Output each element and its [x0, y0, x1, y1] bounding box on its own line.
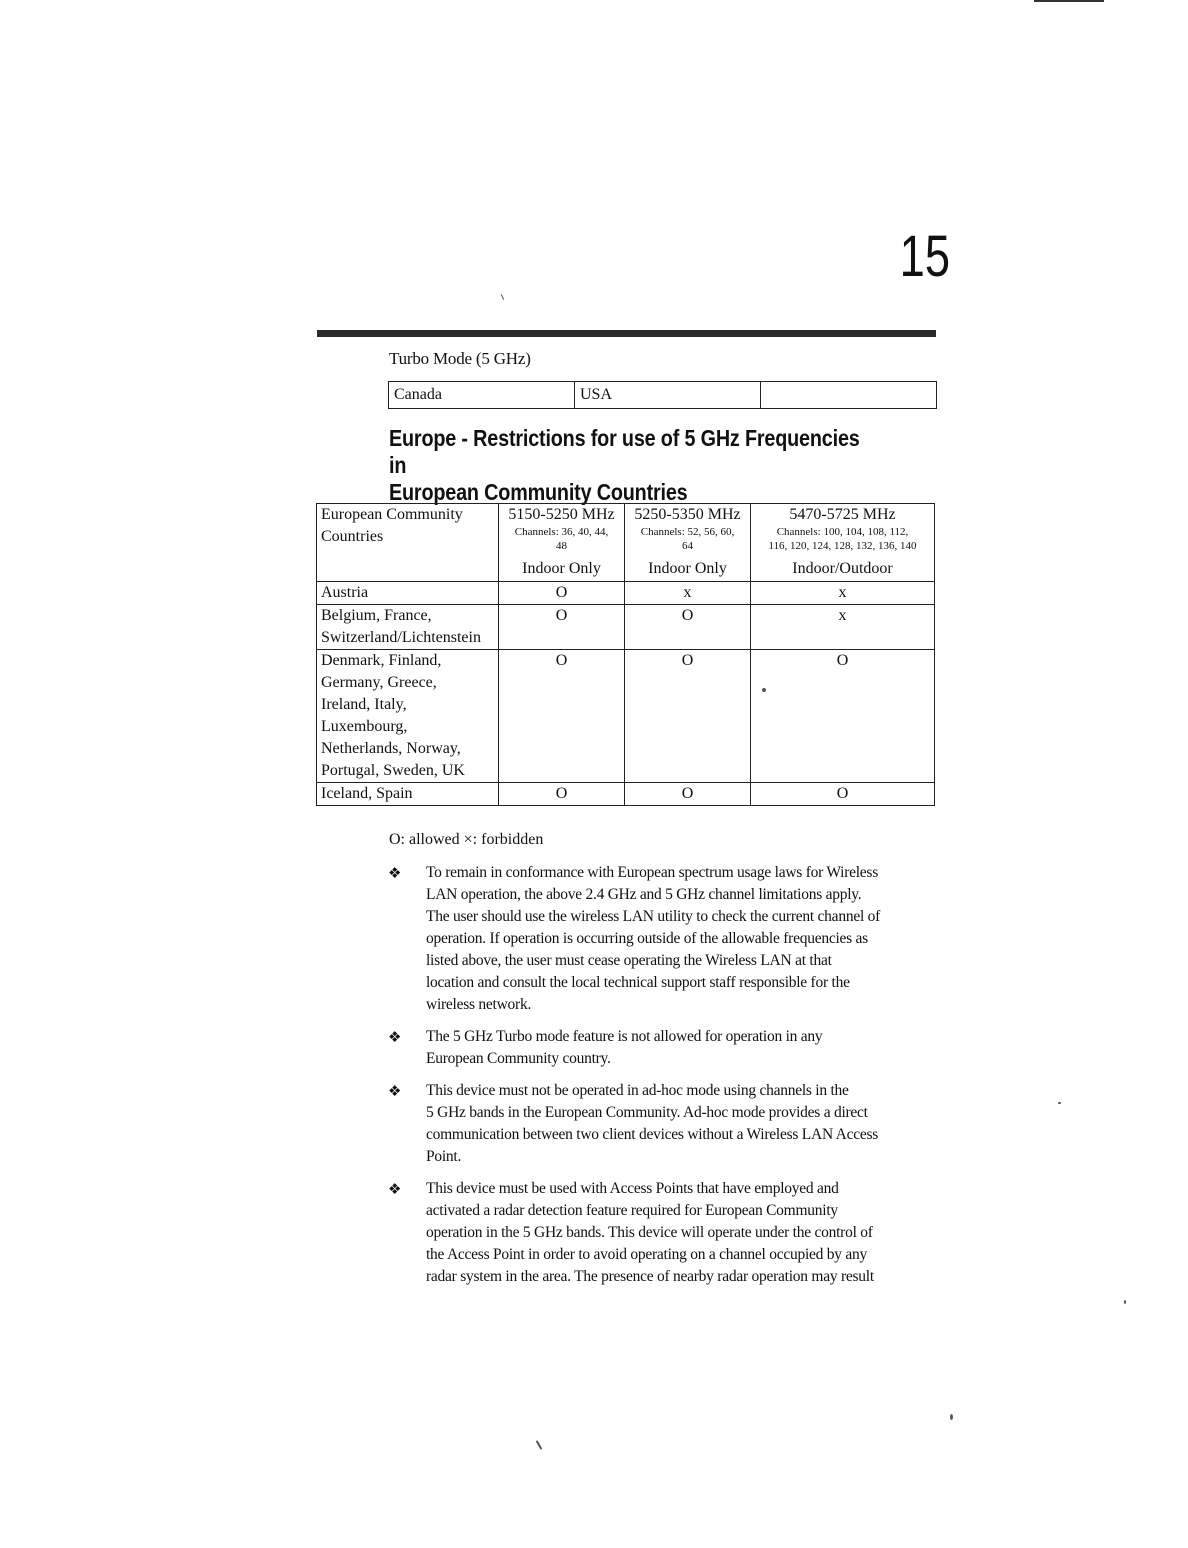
mark-cell: x [625, 582, 751, 605]
table-row [317, 582, 935, 605]
country-name: Ireland, Italy, [321, 696, 407, 713]
mark-cell: O [499, 605, 625, 650]
table-row [317, 783, 935, 806]
header-rule [317, 330, 936, 337]
note-line: activated a radar detection feature required for European Community [426, 1202, 838, 1219]
europe-title-line-1: Europe - Restrictions for use of 5 GHz Frequencies in [389, 425, 860, 478]
note-line: the Access Point in order to avoid operating on a channel occupied by any [426, 1246, 868, 1263]
four-diamond-bullet-icon: ❖ [388, 1082, 402, 1100]
country-header-line-1: European Community [321, 506, 463, 523]
note-line: LAN operation, the above 2.4 GHz and 5 GHz channel limitations apply. [426, 886, 862, 903]
country-name: Iceland, Spain [321, 785, 413, 802]
turbo-mode-heading: Turbo Mode (5 GHz) [389, 349, 531, 368]
note-line: To remain in conformance with European spectrum usage laws for Wireless [426, 864, 878, 881]
table-row [317, 605, 935, 650]
country-name: Portugal, Sweden, UK [321, 762, 465, 779]
table-header-row [317, 504, 935, 582]
country-name: Belgium, France, [321, 607, 432, 624]
band-range: 5250-5350 MHz [634, 506, 741, 523]
turbo-cell-empty [761, 382, 937, 409]
mark-cell: O [499, 582, 625, 605]
country-name: Denmark, Finland, [321, 652, 442, 669]
scan-speck [950, 1414, 953, 1420]
note-line: communication between two client devices without a Wireless LAN Access [426, 1126, 879, 1143]
note-line: 5 GHz bands in the European Community. Ad-hoc mode provides a direct [426, 1104, 868, 1121]
frequency-restrictions-table [316, 503, 935, 806]
band-column-header [625, 504, 751, 582]
scan-speck [762, 688, 766, 692]
list-item [388, 1080, 938, 1168]
note-line: The 5 GHz Turbo mode feature is not allowed for operation in any [426, 1028, 823, 1045]
turbo-mode-table [388, 381, 937, 409]
page-number: 15 [899, 224, 950, 289]
band-channels-line-1: Channels: 36, 40, 44, [514, 526, 609, 538]
country-cell [317, 783, 499, 806]
turbo-cell-usa: USA [575, 382, 761, 409]
note-line: radar system in the area. The presence of nearby radar operation may result [426, 1268, 874, 1285]
note-line: location and consult the local technical support staff responsible for the [426, 974, 850, 991]
table-legend: O: allowed ×: forbidden [389, 831, 544, 848]
note-line: This device must be used with Access Points that have employed and [426, 1180, 839, 1197]
band-channels-line-2: 64 [682, 540, 693, 552]
mark-cell: O [625, 783, 751, 806]
note-line: This device must not be operated in ad-hoc mode using channels in the [426, 1082, 849, 1099]
list-item [388, 1178, 938, 1288]
mark-cell: x [751, 605, 935, 650]
band-channels-line-1: Channels: 100, 104, 108, 112, [776, 526, 909, 538]
mark-cell: x [751, 582, 935, 605]
band-channels-line-1: Channels: 52, 56, 60, [640, 526, 735, 538]
country-cell [317, 582, 499, 605]
band-column-header [751, 504, 935, 582]
scan-edge-line [1034, 0, 1104, 2]
country-header-line-2: Countries [321, 528, 384, 545]
note-line: operation. If operation is occurring outside of the allowable frequencies as [426, 930, 868, 947]
country-cell [317, 605, 499, 650]
band-usage: Indoor Only [522, 560, 601, 577]
mark-cell: O [499, 783, 625, 806]
country-name: Austria [321, 584, 369, 601]
note-line: wireless network. [426, 996, 532, 1013]
country-name: Germany, Greece, [321, 674, 437, 691]
four-diamond-bullet-icon: ❖ [388, 864, 402, 882]
list-item [388, 1026, 938, 1070]
country-column-header [317, 504, 499, 582]
country-name: Luxembourg, [321, 718, 408, 735]
notes-list [388, 862, 938, 1298]
mark-cell: O [625, 605, 751, 650]
band-usage: Indoor Only [648, 560, 727, 577]
mark-cell: O [499, 650, 625, 783]
mark-cell: O [751, 783, 935, 806]
band-channels-line-2: 48 [556, 540, 567, 552]
band-channels-line-2: 116, 120, 124, 128, 132, 136, 140 [768, 540, 917, 552]
country-name: Switzerland/Lichtenstein [321, 629, 481, 646]
scan-speck [536, 1440, 543, 1450]
table-row [389, 382, 937, 409]
europe-section-title [389, 425, 871, 506]
list-item [388, 862, 938, 1016]
four-diamond-bullet-icon: ❖ [388, 1028, 402, 1046]
band-range: 5470-5725 MHz [789, 506, 896, 523]
note-line: Point. [426, 1148, 462, 1165]
note-line: listed above, the user must cease operating the Wireless LAN at that [426, 952, 832, 969]
band-usage: Indoor/Outdoor [792, 560, 893, 577]
scan-speck [501, 294, 504, 300]
scan-speck [1124, 1300, 1126, 1304]
band-column-header [499, 504, 625, 582]
note-line: European Community country. [426, 1050, 611, 1067]
turbo-cell-canada: Canada [389, 382, 575, 409]
country-cell [317, 650, 499, 783]
europe-title-line-2: European Community Countries [389, 479, 688, 505]
scan-speck [1058, 1102, 1061, 1104]
mark-cell: O [625, 650, 751, 783]
table-row [317, 650, 935, 783]
note-line: operation in the 5 GHz bands. This device will operate under the control of [426, 1224, 873, 1241]
band-range: 5150-5250 MHz [508, 506, 615, 523]
note-line: The user should use the wireless LAN utility to check the current channel of [426, 908, 881, 925]
country-name: Netherlands, Norway, [321, 740, 461, 757]
four-diamond-bullet-icon: ❖ [388, 1180, 402, 1198]
mark-cell: O [751, 650, 935, 783]
